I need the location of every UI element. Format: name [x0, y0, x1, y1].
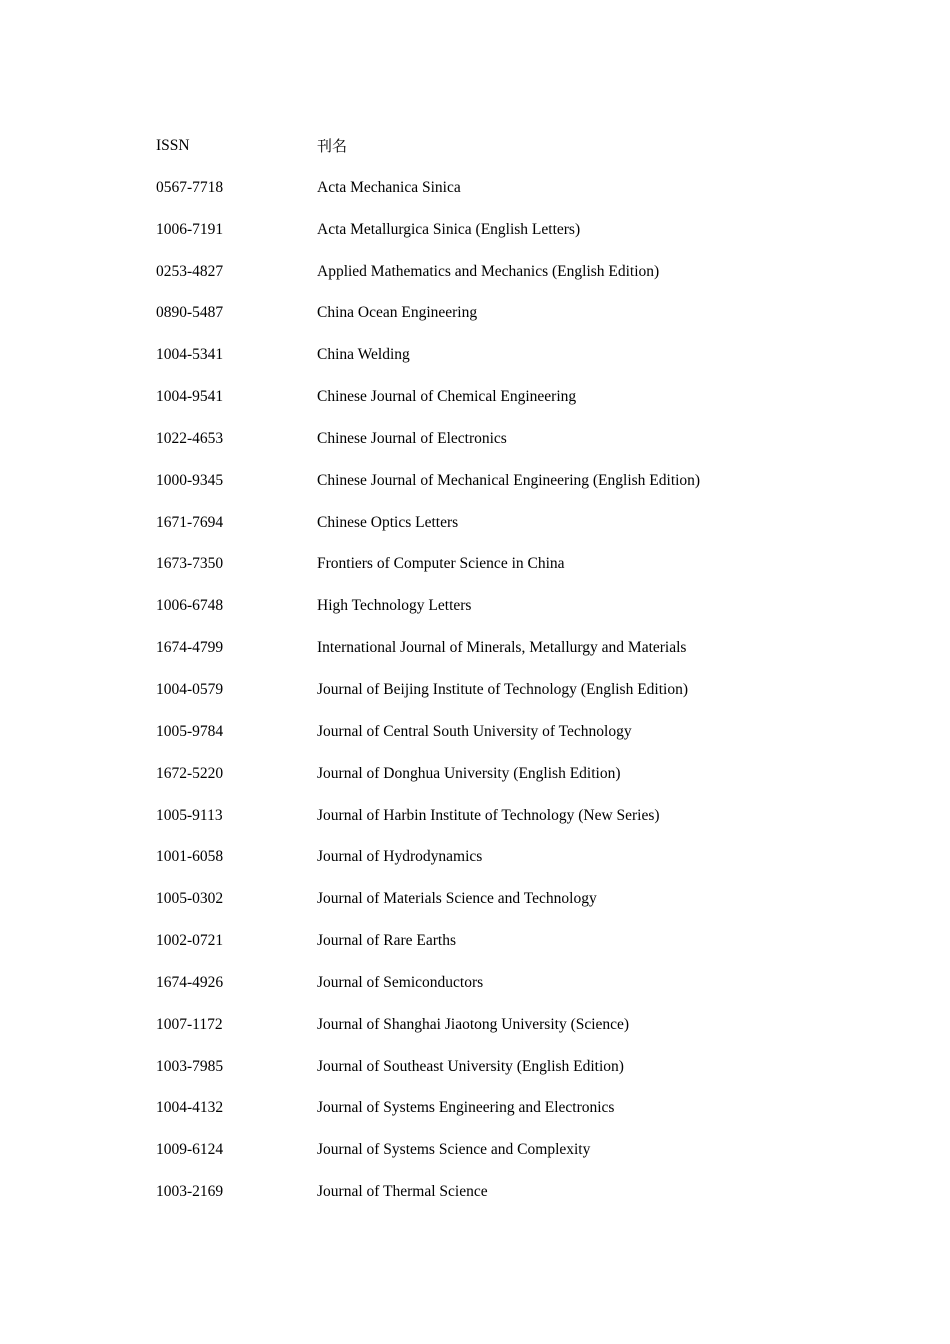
issn-cell: 1022-4653	[156, 429, 224, 447]
issn-cell: 1004-0579	[156, 680, 224, 698]
table-row	[156, 258, 796, 300]
table-row	[156, 760, 796, 802]
journal-title-cell: Journal of Rare Earths	[317, 932, 457, 950]
journal-title-cell: Journal of Harbin Institute of Technology (New Series)	[317, 806, 660, 824]
journal-title-cell: High Technology Letters	[317, 597, 472, 615]
table-row	[156, 1136, 796, 1178]
table-row	[156, 467, 796, 509]
journal-title-cell: Chinese Journal of Mechanical Engineering (English Edition)	[317, 471, 701, 489]
journal-title-cell: Acta Mechanica Sinica	[317, 178, 461, 196]
table-row	[156, 509, 796, 551]
journal-title-cell: Journal of Hydrodynamics	[317, 848, 483, 866]
issn-cell: 1002-0721	[156, 932, 224, 950]
journal-title-cell: Journal of Southeast University (English Edition)	[317, 1057, 624, 1075]
table-row	[156, 1178, 796, 1220]
table-header	[156, 132, 796, 174]
journal-title-cell: Chinese Journal of Chemical Engineering	[317, 388, 577, 406]
table-row	[156, 425, 796, 467]
table-row	[156, 802, 796, 844]
issn-cell: 1005-9784	[156, 722, 224, 740]
journal-title-cell: China Ocean Engineering	[317, 304, 478, 322]
journal-title-cell: Chinese Optics Letters	[317, 513, 459, 531]
journal-title-cell: Chinese Journal of Electronics	[317, 429, 507, 447]
journal-title-cell: Journal of Shanghai Jiaotong University (Science)	[317, 1015, 630, 1033]
journal-title-cell: Journal of Systems Science and Complexity	[317, 1141, 591, 1159]
table-row	[156, 1094, 796, 1136]
issn-column-header: ISSN	[156, 137, 190, 154]
table-row	[156, 927, 796, 969]
table-row	[156, 969, 796, 1011]
issn-cell: 1006-6748	[156, 597, 224, 615]
issn-cell: 1674-4926	[156, 973, 224, 991]
table-row	[156, 1011, 796, 1053]
table-row	[156, 1053, 796, 1095]
table-row	[156, 174, 796, 216]
table-row	[156, 843, 796, 885]
table-row	[156, 299, 796, 341]
journal-table	[156, 132, 796, 1220]
table-row	[156, 550, 796, 592]
issn-cell: 1000-9345	[156, 471, 224, 489]
journal-name-column-header: 刊名	[317, 137, 348, 155]
table-row	[156, 383, 796, 425]
issn-cell: 1005-0302	[156, 890, 224, 908]
journal-title-cell: Frontiers of Computer Science in China	[317, 555, 565, 573]
issn-cell: 1004-4132	[156, 1099, 224, 1117]
issn-cell: 1004-5341	[156, 346, 224, 364]
issn-cell: 0890-5487	[156, 304, 224, 322]
table-row	[156, 216, 796, 258]
issn-cell: 0253-4827	[156, 262, 224, 280]
journal-title-cell: Journal of Thermal Science	[317, 1183, 488, 1201]
journal-title-cell: Journal of Central South University of Technology	[317, 722, 632, 740]
issn-cell: 1007-1172	[156, 1015, 223, 1033]
issn-cell: 0567-7718	[156, 178, 224, 196]
journal-title-cell: Journal of Beijing Institute of Technology (English Edition)	[317, 680, 689, 698]
issn-cell: 1003-2169	[156, 1183, 224, 1201]
table-row	[156, 885, 796, 927]
issn-cell: 1674-4799	[156, 639, 224, 657]
journal-title-cell: Journal of Materials Science and Technology	[317, 890, 597, 908]
table-row	[156, 718, 796, 760]
issn-cell: 1003-7985	[156, 1057, 224, 1075]
journal-title-cell: Applied Mathematics and Mechanics (English Edition)	[317, 262, 660, 280]
table-row	[156, 634, 796, 676]
journal-title-cell: Acta Metallurgica Sinica (English Letters)	[317, 220, 581, 238]
table-row	[156, 676, 796, 718]
issn-cell: 1006-7191	[156, 220, 224, 238]
journal-title-cell: China Welding	[317, 346, 410, 364]
issn-cell: 1673-7350	[156, 555, 224, 573]
journal-title-cell: Journal of Semiconductors	[317, 973, 484, 991]
issn-cell: 1671-7694	[156, 513, 224, 531]
issn-cell: 1005-9113	[156, 806, 223, 824]
table-row	[156, 341, 796, 383]
table-body	[156, 174, 796, 1220]
journal-title-cell: Journal of Systems Engineering and Electronics	[317, 1099, 615, 1117]
issn-cell: 1001-6058	[156, 848, 224, 866]
journal-title-cell: Journal of Donghua University (English Edition)	[317, 764, 621, 782]
journal-title-cell: International Journal of Minerals, Metallurgy and Materials	[317, 639, 687, 657]
issn-cell: 1004-9541	[156, 388, 224, 406]
issn-cell: 1009-6124	[156, 1141, 224, 1159]
issn-cell: 1672-5220	[156, 764, 224, 782]
table-row	[156, 592, 796, 634]
